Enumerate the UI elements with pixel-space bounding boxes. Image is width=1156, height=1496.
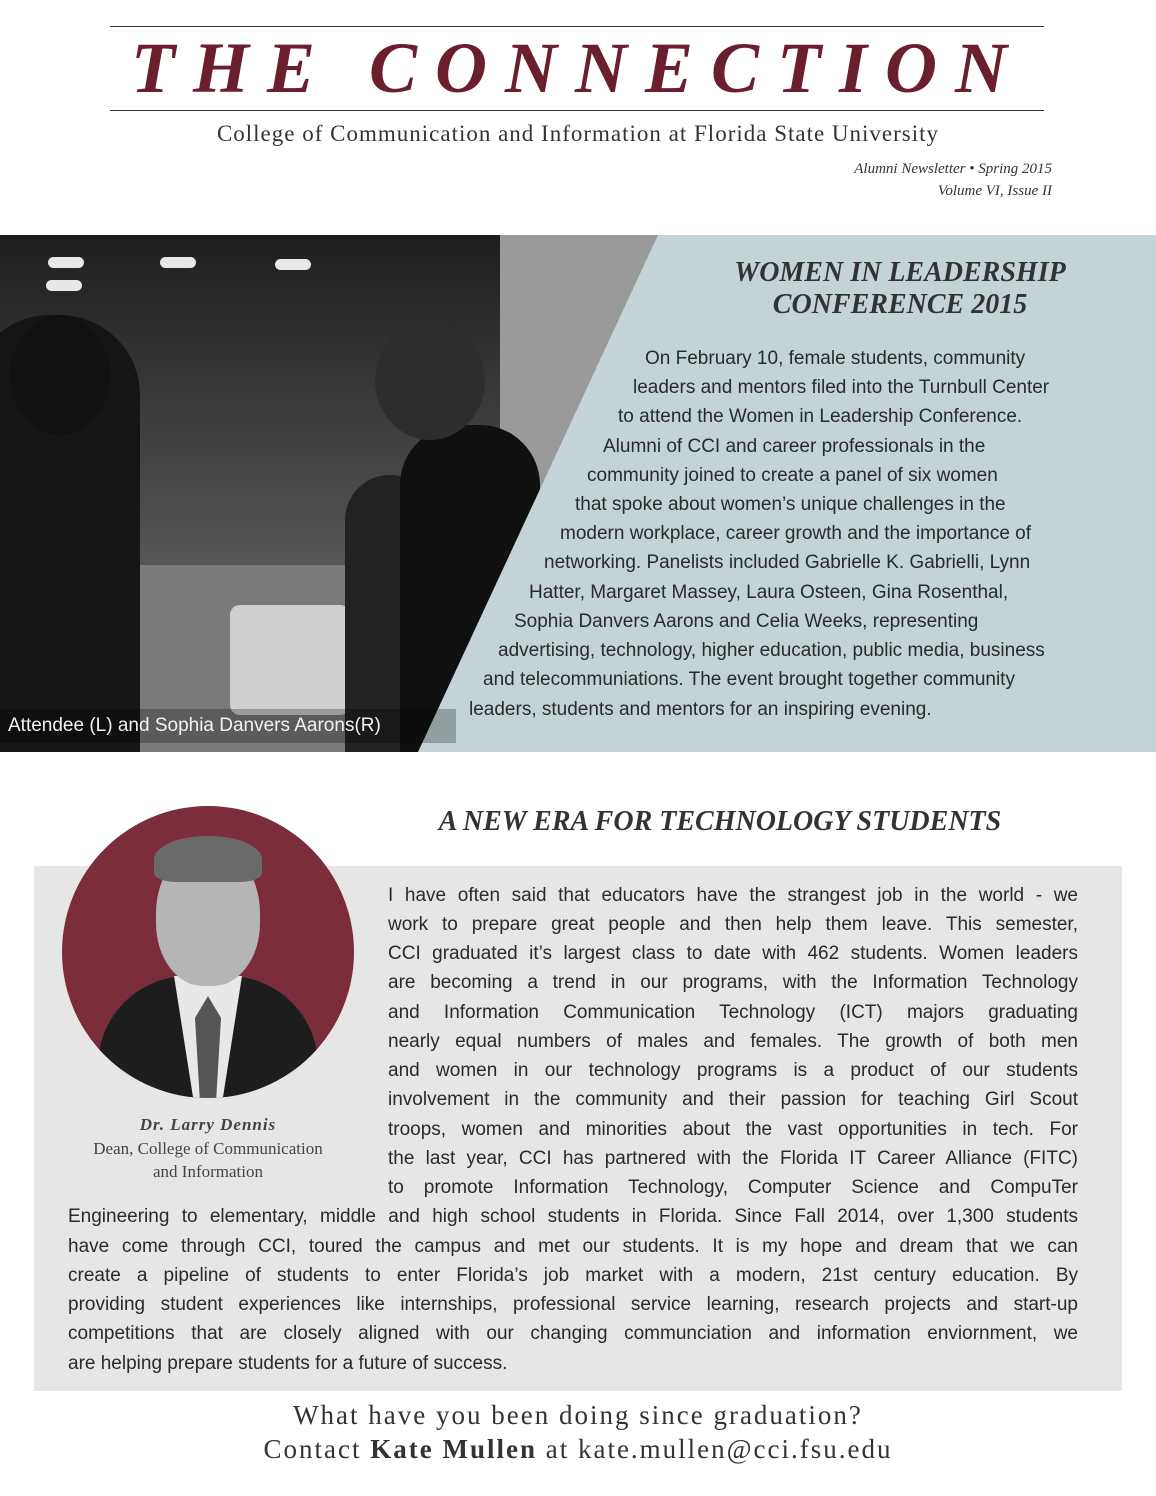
feature-title-line: WOMEN IN LEADERSHIP xyxy=(734,257,1066,288)
body-line: work to prepare great people and then help them leave. This semester, xyxy=(388,914,1078,935)
footer-contact xyxy=(0,1434,1156,1465)
footer-question: What have you been doing since graduation? xyxy=(293,1400,863,1430)
author-role-line: and Information xyxy=(153,1162,263,1181)
body-line: the last year, CCI has partnered with the Florida IT Career Alliance (FITC) xyxy=(388,1148,1078,1169)
contact-email[interactable]: at kate.mullen@cci.fsu.edu xyxy=(536,1434,893,1464)
body-line: networking. Panelists included Gabrielle K. Gabrielli, Lynn xyxy=(544,552,1031,573)
body-line: create a pipeline of students to enter Florida’s job market with a modern, 21st century education. By xyxy=(68,1265,1078,1286)
body-line: modern workplace, career growth and the importance of xyxy=(560,523,1032,544)
story-title: A NEW ERA FOR TECHNOLOGY STUDENTS xyxy=(438,806,1002,837)
body-line: CCI graduated it’s largest class to date with 462 students. Women leaders xyxy=(388,943,1078,964)
body-line: nearly equal numbers of males and females. The growth of both men xyxy=(388,1031,1078,1052)
body-line: Sophia Danvers Aarons and Celia Weeks, representing xyxy=(514,611,979,632)
body-line: advertising, technology, higher education, public media, business xyxy=(498,640,1045,661)
body-line: troops, women and minorities about the vast opportunities in tech. For xyxy=(388,1119,1078,1140)
body-line: I have often said that educators have the strangest job in the world - we xyxy=(388,885,1078,906)
body-line: have come through CCI, toured the campus and met our students. It is my hope and dream that we can xyxy=(68,1236,1078,1257)
issue-season: Alumni Newsletter • Spring 2015 xyxy=(854,161,1052,177)
body-line: and Information Communication Technology (ICT) majors graduating xyxy=(388,1002,1078,1023)
photo-caption: Attendee (L) and Sophia Danvers Aarons(R) xyxy=(0,709,456,743)
body-line: competitions that are closely aligned with our changing communciation and information enviornment, we xyxy=(68,1323,1078,1344)
body-line: are helping prepare students for a future of success. xyxy=(68,1353,508,1374)
body-line: to promote Information Technology, Computer Science and CompuTer xyxy=(388,1177,1078,1198)
body-line: providing student experiences like internships, professional service learning, research projects and start-up xyxy=(68,1294,1078,1315)
contact-name: Kate Mullen xyxy=(370,1434,537,1464)
newsletter-title: THE CONNECTION xyxy=(130,28,1026,108)
body-line: involvement in the community and their passion for teaching Girl Scout xyxy=(388,1089,1078,1110)
body-line: Alumni of CCI and career professionals in the xyxy=(603,436,986,457)
body-line: to attend the Women in Leadership Conference. xyxy=(618,406,1023,427)
issue-volume: Volume VI, Issue II xyxy=(937,183,1052,199)
body-line: are becoming a trend in our programs, with the Information Technology xyxy=(388,972,1078,993)
body-line: and telecommuniations. The event brought together community xyxy=(483,669,1015,690)
author-role-line: Dean, College of Communication xyxy=(93,1139,323,1158)
body-line: Engineering to elementary, middle and high school students in Florida. Since Fall 2014, over 1,300 students xyxy=(68,1206,1078,1227)
body-line: leaders and mentors filed into the Turnbull Center xyxy=(633,377,1050,398)
body-line: Hatter, Margaret Massey, Laura Osteen, Gina Rosenthal, xyxy=(529,582,1009,603)
body-line: community joined to create a panel of six women xyxy=(587,465,998,486)
college-subtitle: College of Communication and Information at Florida State University xyxy=(216,121,940,146)
body-line: On February 10, female students, community xyxy=(645,348,1026,369)
feature-title-line: CONFERENCE 2015 xyxy=(772,289,1028,320)
contact-prefix: Contact xyxy=(263,1434,371,1464)
body-line: leaders, students and mentors for an inspiring evening. xyxy=(469,699,932,720)
body-line: and women in our technology programs is a product of our students xyxy=(388,1060,1078,1081)
body-line: that spoke about women’s unique challenges in the xyxy=(575,494,1006,515)
author-name: Dr. Larry Dennis xyxy=(139,1115,277,1134)
